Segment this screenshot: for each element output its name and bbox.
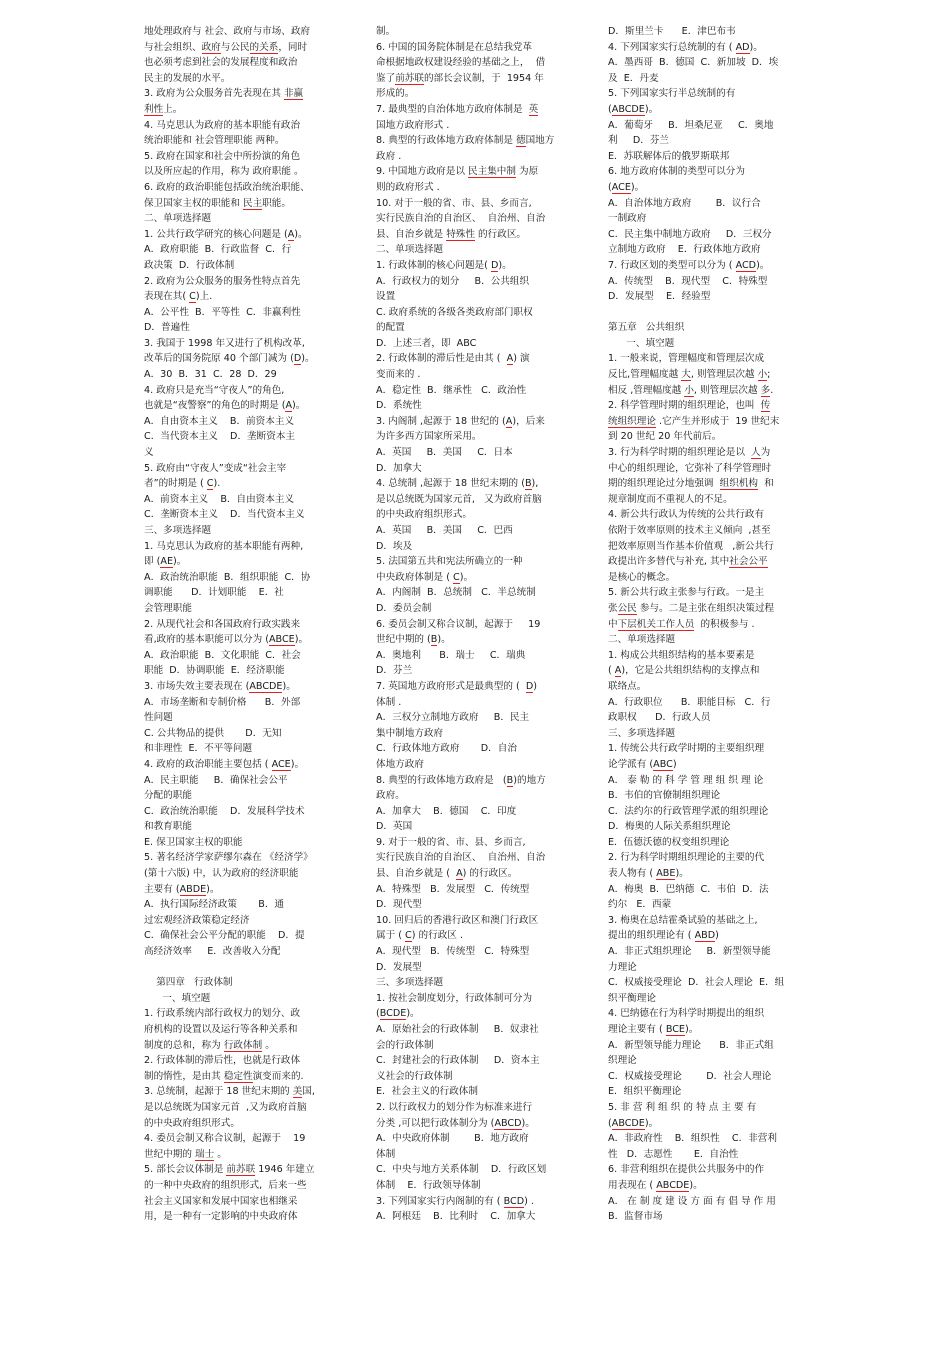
text-line: D．加拿大 [376,462,422,474]
text-line: D．发展型 E．经验型 [608,291,711,303]
text-line: 职能 D．协调职能 E．经济职能 [144,665,285,677]
text-line: 实行民族自治的自治区、 自治州、自治 [376,213,546,225]
text-line: 制的惰性，是由其 稳定性演变而来的. [144,1070,304,1082]
text-line: D．斯里兰卡 E．津巴布韦 [608,26,736,37]
text-line: C．封建社会的行政体制 D．资本主 [376,1055,540,1067]
text-line: 7. 行政区划的类型可以分为 ( ACD)。 [608,259,770,271]
text-line: 的中央政府组织形式。 [144,1117,240,1129]
text-line: A．葡萄牙 B．坦桑尼亚 C．奥地 [608,119,774,131]
answer-underline: 统组织理论 [608,415,656,427]
text-line: 5. 新公共行政主张参与行政。一是主 [608,587,765,599]
text-line: 主要有 (ABDE)。 [144,883,220,895]
text-column-right [608,24,806,1225]
text-line: A．墨西哥 B．德国 C．新加坡 D．埃 [608,57,779,69]
answer-underline: AD [735,41,750,53]
text-line: E．苏联解体后的俄罗斯联邦 [608,150,730,162]
text-line: 4. 巴纳德在行为科学时期提出的组织 [608,1008,765,1020]
text-line: C．法约尔的行政管理学派的组织理论 [608,805,769,817]
answer-underline: D [490,259,499,271]
text-line: 4. 新公共行政认为传统的公共行政有 [608,509,765,521]
text-line: C. 公共物品的提供 D．无知 [144,727,282,739]
text-line: 7. 英国地方政府形式是最典型的 ( D) [376,680,537,692]
answer-underline: 传 [760,400,771,412]
answer-underline: 组织机构 [719,478,759,490]
answer-underline: ABCDE [656,1179,690,1191]
text-line: 一制政府 [608,213,647,225]
text-line: 5. 下列国家实行半总统制的有 [608,88,736,100]
text-line: 2. 从现代社会和各国政府行政实践来 [144,618,301,630]
text-line: D．系统性 [376,400,422,412]
answer-underline: 非赢 [283,88,304,100]
text-line: 统组织理论 .它产生并形成于 19 世纪末 [608,415,780,427]
text-line: C．政治统治职能 D．发展科学技术 [144,805,305,817]
text-line: A．阿根廷 B．比利时 C．加拿大 [376,1211,536,1223]
text-line: 3. 市场失效主要表现在 (ABCDE)。 [144,680,296,692]
text-line: 的中央政府组织形式。 [376,509,472,521]
answer-underline: 特殊性 [446,228,475,240]
text-line: 中下层机关工作人员 的积极参与 . [608,618,755,630]
text-column-middle [376,24,574,1225]
text-line: A．自治体地方政府 B．议行合 [608,197,761,209]
answer-underline: ABCD [494,1117,522,1129]
text-line: 民主的发展的水平。 [144,72,231,84]
answer-underline: 前苏联 [395,72,424,84]
text-line: 一、填空题 [608,337,675,349]
text-line: 命根据地政权建设经验的基础之上， 借 [376,57,546,69]
text-line: 地处理政府与 社会、政府与市场、政府 [144,26,311,37]
text-line: A．民主职能 B．确保社会公平 [144,774,288,786]
text-line: 政决策 D．行政体制 [144,259,235,271]
answer-underline: 前苏联 [226,1164,256,1176]
text-line: 把效率原则当作基本价值观 ,新公共行 [608,540,774,552]
text-line: C. 政府系统的各级各类政府部门职权 [376,306,533,318]
text-line: D．上述三者，即 ABC [376,337,477,349]
text-line: 是以总统既为国家元首 ,又为政府首脑 [144,1101,307,1113]
text-line: 性 D．志愿性 E．自治性 [608,1148,739,1160]
text-line: 社会主义国家和发展中国家也相继采 [144,1195,298,1207]
text-line: 第五章 公共组织 [608,322,685,334]
text-line: A．加拿大 B．德国 C．印度 [376,805,517,817]
text-line: 保卫国家主权的职能和 民主职能。 [144,197,291,209]
text-line: 第四章 行政体制 [144,977,233,989]
text-column-left [144,24,342,1225]
text-line: C．当代资本主义 D．垄断资本主 [144,431,296,443]
text-line: 形成的。 [376,88,415,100]
text-line: 2. 行为科学时期组织理论的主要的代 [608,852,765,864]
answer-underline: 英 [528,103,539,115]
text-line: 三、多项选择题 [608,727,676,739]
text-line: 制度的总和，称为 行政体制 。 [144,1039,275,1051]
text-line: 也必须考虑到社会的发展程度和政治 [144,57,298,69]
text-line: 三、多项选择题 [144,525,212,536]
text-line: 5. 著名经济学家萨缪尔森在 《经济学》 [144,852,313,864]
text-line: C．中央与地方关系体制 D．行政区划 [376,1164,547,1176]
text-line: 实行民族自治的自治区、 自治州、自治 [376,852,546,864]
answer-underline: 民主集中制 [468,166,516,178]
text-line: A．英国 B．美国 C．日本 [376,447,513,459]
text-line: A．公平性 B．平等性 C．非赢利性 [144,306,301,318]
text-line: 3. 梅奥在总结霍桑试验的基础之上, [608,914,758,926]
text-line: D．埃及 [376,540,413,552]
answer-underline: 美 [292,1086,303,1098]
text-line: 6. 非营利组织在提供公共服务中的作 [608,1164,765,1176]
text-line: D．梅奥的人际关系组织理论 [608,821,731,833]
text-line: 利性上。 [144,103,183,115]
answer-underline: ABE [656,868,676,880]
text-line: 6. 地方政府体制的类型可以分为 [608,166,745,178]
text-line: 表现在其( C)上. [144,291,213,303]
text-line: 中央政府体制是 ( C)。 [376,571,474,583]
text-line: 和教育职能 [144,821,192,833]
answer-underline: AE [160,556,174,568]
text-line: (第十六版) 中，认为政府的经济职能 [144,868,299,880]
answer-underline: 行政体制 [223,1039,263,1051]
text-line: 1. 构成公共组织结构的基本要素是 [608,649,755,661]
text-line: 1. 公共行政学研究的核心问题是 (A)。 [144,228,308,240]
text-line: ( A)，它是公共组织结构的支撑点和 [608,665,760,677]
text-line: 县、自治乡就是 ( A) 的行政区。 [376,868,518,880]
text-line: 是核心的概念。 [608,571,676,583]
text-line: (ABCDE)。 [608,1117,659,1129]
text-line: 义社会的行政体制 [376,1070,453,1082]
text-line: 8. 典型的行政体地方政府体制是 德国地方 [376,135,555,147]
text-line: B．监督市场 [608,1211,663,1223]
text-line: 变而来的 . [376,369,421,381]
answer-underline: BCE [665,1024,685,1035]
text-line: 设置 [376,291,396,303]
text-line: 5. 部长会议体制是 前苏联 1946 年建立 [144,1164,315,1176]
text-line: A．行政权力的划分 B．公共组织 [376,275,530,287]
text-line: 1. 传统公共行政学时期的主要组织理 [608,743,765,755]
text-line: 3. 我国于 1998 年又进行了机构改革, [144,337,305,349]
text-line: 1. 马克思认为政府的基本职能有两种, [144,540,304,552]
text-line: 4. 政府只是充当“守夜人”的角色, [144,384,285,396]
text-line: 以及所应起的作用，称为 政府职能 。 [144,166,304,178]
text-line: 4. 委员会制又称合议制，起源于 19 [144,1133,306,1145]
text-line: 织理论 [608,1055,637,1067]
text-line: A．新型领导能力理论 B．非正式组 [608,1039,774,1051]
text-line: 一、填空题 [144,992,211,1004]
text-line: 论学派有 (ABC) [608,758,677,770]
answer-underline: ABCDE [249,680,283,692]
text-line [144,960,342,976]
text-line: D．普遍性 [144,322,190,334]
text-line: A．传统型 B．现代型 C．特殊型 [608,275,768,287]
text-line: 1. 行政体制的核心问题是( D)。 [376,259,512,271]
text-line: 政府 . [376,150,402,162]
text-line: 属于 ( C) 的行政区 . [376,930,464,942]
text-line: 3. 内阁制 ,起源于 18 世纪的 (A)，后来 [376,415,545,427]
text-line: A．英国 B．美国 C．巴西 [376,525,513,536]
answer-underline: A [614,665,622,677]
text-line: 5. 政府由“守夜人”变成“社会主宰 [144,462,287,474]
text-line: 体制 E．行政领导体制 [376,1179,481,1191]
answer-underline: ABC [653,758,673,770]
text-line: A．市场垄断和专制价格 B．外部 [144,696,301,708]
text-line: 2. 以行政权力的划分作为标准来进行 [376,1101,533,1113]
text-line: 者”的时期是 ( C). [144,478,221,490]
text-line: 中心的组织理论，它弥补了科学管理时 [608,462,772,474]
answer-underline: ABCDE [611,1117,645,1129]
text-line: 也就是“夜警察”的角色的时期是 (A)。 [144,400,306,412]
text-line: 3. 总统制，起源于 18 世纪末期的 美国, [144,1086,315,1098]
text-line: 3. 行为科学时期的组织理论是以 人为 [608,447,771,459]
text-line: 则的政府形式 . [376,181,440,193]
text-line: 调职能 D．计划职能 E．社 [144,587,284,599]
text-line: E．组织平衡理论 [608,1086,682,1098]
text-line: A．奥地利 B．瑞士 C．瑞典 [376,649,526,661]
answer-underline: B [506,774,514,786]
answer-underline: 多 [760,384,771,396]
text-line: E．社会主义的行政体制 [376,1086,478,1098]
answer-underline: ACE [271,758,291,770]
answer-underline: 政府 [201,41,221,53]
answer-underline: D [293,353,302,365]
text-line: 力理论 [608,961,637,973]
text-line: (BCDE)。 [376,1008,420,1020]
text-line: A．自由资本主义 B．前资本主义 [144,415,295,427]
answer-underline: D [525,680,534,692]
text-line: 约尔 E．西蒙 [608,899,672,911]
text-line: 5. 政府在国家和社会中所扮演的角色 [144,150,301,162]
text-line: 规章制度而不重视人的不足。 [608,493,733,505]
text-line: E. 保卫国家主权的职能 [144,836,243,848]
text-line: 二、单项选择题 [144,213,212,225]
answer-underline: 德 [515,135,526,147]
text-line: 政职权 D．行政人员 [608,712,711,724]
answer-underline: C [206,478,214,490]
text-line: 的配置 [376,322,405,334]
text-line: 6. 委员会制又称合议制，起源于 19 [376,618,541,630]
text-line: 3. 政府为公众服务首先表现在其 非赢 [144,88,304,100]
text-line: 世纪中期的 瑞士 。 [144,1148,227,1160]
text-line: 立制地方政府 E．行政体地方政府 [608,244,761,256]
text-line: 2. 行政体制的滞后性是由其 ( A) 演 [376,353,530,365]
text-line: 统治职能和 社会管理职能 两种。 [144,135,285,147]
answer-underline: 下层机关工作人员 [617,618,695,630]
text-line: 即 (AE)。 [144,556,187,568]
text-line: A．原始社会的行政体制 B．奴隶社 [376,1024,539,1035]
answer-underline: ABCDE [611,103,645,115]
answer-underline: 人 [751,447,761,459]
answer-underline: ACD [735,259,757,271]
text-line: A．中央政府体制 B．地方政府 [376,1133,529,1145]
answer-underline: 民主 [243,197,263,209]
answer-underline: A [505,415,513,427]
text-line: 7. 最典型的自治体地方政府体制是 英 [376,103,539,115]
answer-underline: 大 [681,369,691,381]
text-line: 体地方政府 [376,758,424,770]
text-line: E．伍德沃德的权变组织理论 [608,836,730,848]
text-line: 2. 政府为公众服务的服务性特点首先 [144,275,301,287]
text-line: 政提出许多替代与补充, 其中社会公平 [608,556,768,568]
text-line: C．权威接受理论 D．社会人理论 [608,1070,772,1082]
answer-underline: ACE [611,181,631,193]
text-line: A．稳定性 B．继承性 C．政治性 [376,384,527,396]
text-line: 义 [144,447,154,459]
text-line [608,305,806,321]
text-line: 织平衡理论 [608,992,656,1004]
text-line: 三、多项选择题 [376,977,444,989]
text-line: 是以总统既为国家元首, 又为政府首脑 [376,493,542,505]
text-line: A． 在 制 度 建 设 方 面 有 倡 导 作 用 [608,1195,776,1207]
text-line: 4. 下列国家实行总统制的有 ( AD)。 [608,41,763,53]
answer-underline: 稳定性 [223,1070,253,1082]
text-line: 集中制地方政府 [376,727,444,739]
text-line: 8. 典型的行政体地方政府是 (B)的地方 [376,774,546,786]
text-line: 政府。 [376,790,405,802]
answer-underline: 瑞士 [195,1148,215,1160]
text-line: 2. 科学管理时期的组织理论，也叫 传 [608,400,771,412]
answer-underline: BCD [503,1195,525,1207]
answer-underline: A [506,353,514,365]
text-line: 体制 [376,1148,396,1160]
text-line: 会管理职能 [144,602,192,614]
text-line: C．垄断资本主义 D．当代资本主义 [144,509,305,521]
text-line: A．执行国际经济政策 B．通 [144,899,285,911]
answer-underline: 公民 [617,602,637,614]
text-line: D．英国 [376,821,413,833]
answer-underline: 的关系 [249,41,279,53]
text-line: 相反 ,管理幅度越 小, 则管理层次越 多. [608,384,774,396]
text-line: C．行政体地方政府 D．自治 [376,743,517,755]
text-line: 世纪中期的 (B)。 [376,634,451,646]
text-line: 3. 下列国家实行内阁制的有 ( BCD) . [376,1195,534,1207]
answer-underline: BCDE [379,1008,407,1020]
text-line: 表人物有 ( ABE)。 [608,868,689,880]
text-line: 理论主要有 ( BCE)。 [608,1024,699,1035]
text-line: B．韦伯的官僚制组织理论 [608,790,721,802]
text-line: 4. 政府的政治职能主要包括 ( ACE)。 [144,758,305,770]
answer-underline: C [189,291,196,303]
text-line: A．非政府性 B．组织性 C．非营利 [608,1133,777,1145]
text-line: 10. 对于一般的省、市、县、乡而言, [376,197,532,209]
text-line: 提出的组织理论有 ( ABD) [608,930,719,942]
text-line: C．民主集中制地方政府 D．三权分 [608,228,772,240]
text-line: (ACE)。 [608,181,645,193]
text-line: 依附于效率原则的技术主义倾向 ,甚至 [608,525,771,536]
text-line: 9. 中国地方政府是以 民主集中制 为原 [376,166,539,178]
answer-underline: C [453,571,460,583]
answer-underline: B [430,634,438,646]
text-line: 2. 行政体制的滞后性，也就是行政体 [144,1055,301,1067]
text-line: 1. 一般来说，管理幅度和管理层次成 [608,353,765,365]
text-line: 与社会组织、政府与公民的关系，同时 [144,41,308,53]
text-line: 6. 政府的政治职能包括政治统治职能、 [144,181,310,193]
text-line: 会的行政体制 [376,1039,434,1051]
text-line: 和非理性 E．不平等问题 [144,743,253,755]
text-line: A．政治统治职能 B．组织职能 C．协 [144,571,311,583]
text-line: D．发展型 [376,961,422,973]
text-line: D．芬兰 [376,665,413,677]
text-line: (ABCDE)。 [608,103,659,115]
text-line: 4. 马克思认为政府的基本职能有政治 [144,119,301,131]
text-line: 张公民 参与。二是主张在组织决策过程 [608,602,775,614]
text-line: 4. 总统制 ,起源于 18 世纪末期的 (B), [376,478,539,490]
text-line: 反比,管理幅度越 大, 则管理层次越 小; [608,369,771,381]
text-line: 分配的职能 [144,790,192,802]
text-line: 县、自治乡就是 特殊性 的行政区。 [376,228,527,240]
text-line: A．内阁制 B．总统制 C．半总统制 [376,587,536,599]
text-line: 鉴了前苏联的部长会议制，于 1954 年 [376,72,544,84]
text-line: A．政府职能 B．行政监督 C．行 [144,244,292,256]
text-line: 性问题 [144,712,173,724]
answer-underline: A [456,868,463,880]
answer-underline: ABDE [179,883,207,895]
answer-underline: ABD [694,930,716,942]
text-line: 二、单项选择题 [608,634,676,646]
text-line: A．梅奥 B．巴纳德 C．韦伯 D．法 [608,883,769,895]
text-line: A．三权分立制地方政府 B．民主 [376,712,530,724]
text-line: 期的组织理论过分地强调 组织机构 和 [608,478,774,490]
text-line: 体制 . [376,696,402,708]
text-line: 二、单项选择题 [376,244,444,256]
text-line: D．现代型 [376,899,422,911]
text-line: 5. 非 营 利 组 织 的 特 点 主 要 有 [608,1101,757,1113]
text-line: A．政治职能 B．文化职能 C．社会 [144,649,301,661]
answer-underline: B [524,478,532,490]
text-line: 及 E．丹麦 [608,72,659,84]
text-line: A．前资本主义 B．自由资本主义 [144,493,295,505]
text-line: A． 泰 勒 的 科 学 管 理 组 织 理 论 [608,774,764,786]
text-line: 1. 行政系统内部行政权力的划分、政 [144,1008,301,1020]
text-line: 用，是一种有一定影响的中央政府体 [144,1211,298,1223]
text-line: 6. 中国的国务院体制是在总结我党革 [376,41,533,53]
text-line: 联络点。 [608,680,647,692]
text-line: 过宏观经济政策稳定经济 [144,914,250,926]
text-line: 国地方政府形式 . [376,119,450,131]
text-line: 改革后的国务院原 40 个部门减为 (D)。 [144,353,315,365]
text-line: A．行政职位 B．职能目标 C．行 [608,696,771,708]
answer-underline: A [287,228,295,240]
text-line: 制。 [376,26,396,37]
text-line: 为许多西方国家所采用。 [376,431,482,443]
text-line: 9. 对于一般的省、市、县、乡而言, [376,836,526,848]
text-line: 5. 法国第五共和宪法所确立的一种 [376,556,523,568]
text-line: 用表现在 ( ABCDE)。 [608,1179,703,1191]
text-line: 10. 回归后的香港行政区和澳门行政区 [376,914,539,926]
text-line: A．30 B．31 C．28 D．29 [144,369,277,381]
text-line: A．特殊型 B．发展型 C．传统型 [376,883,530,895]
text-line: C．确保社会公平分配的职能 D．提 [144,930,305,942]
text-line: D．委员会制 [376,602,432,614]
text-line: 府机构的设置以及运行等各种关系和 [144,1024,298,1035]
answer-underline: ABCE [268,634,295,646]
text-line: 分类 ,可以把行政体制分为 (ABCD)。 [376,1117,535,1129]
answer-underline: 利性 [144,103,164,115]
text-line: 的一种中央政府的组织形式, 后来一些 [144,1179,307,1191]
text-line: 1. 按社会制度划分，行政体制可分为 [376,992,533,1004]
text-line: A．非正式组织理论 B．新型领导能 [608,946,771,958]
answer-underline: 小 [757,369,768,381]
answer-underline: 社会公平 [729,556,768,568]
answer-underline: C [405,930,412,942]
answer-underline: A [285,400,293,412]
answer-underline: 小 [684,384,694,396]
text-line: C．权威接受理论 D．社会人理论 E．组 [608,977,785,989]
text-line: 利 D．芬兰 [608,135,670,147]
text-line: 高经济效率 E．改善收入分配 [144,946,281,958]
text-line: 到 20 世纪 20 年代前后。 [608,431,722,443]
text-line: 看,政府的基本职能可以分为 (ABCE)。 [144,634,309,646]
text-line: A．现代型 B．传统型 C．特殊型 [376,946,530,958]
